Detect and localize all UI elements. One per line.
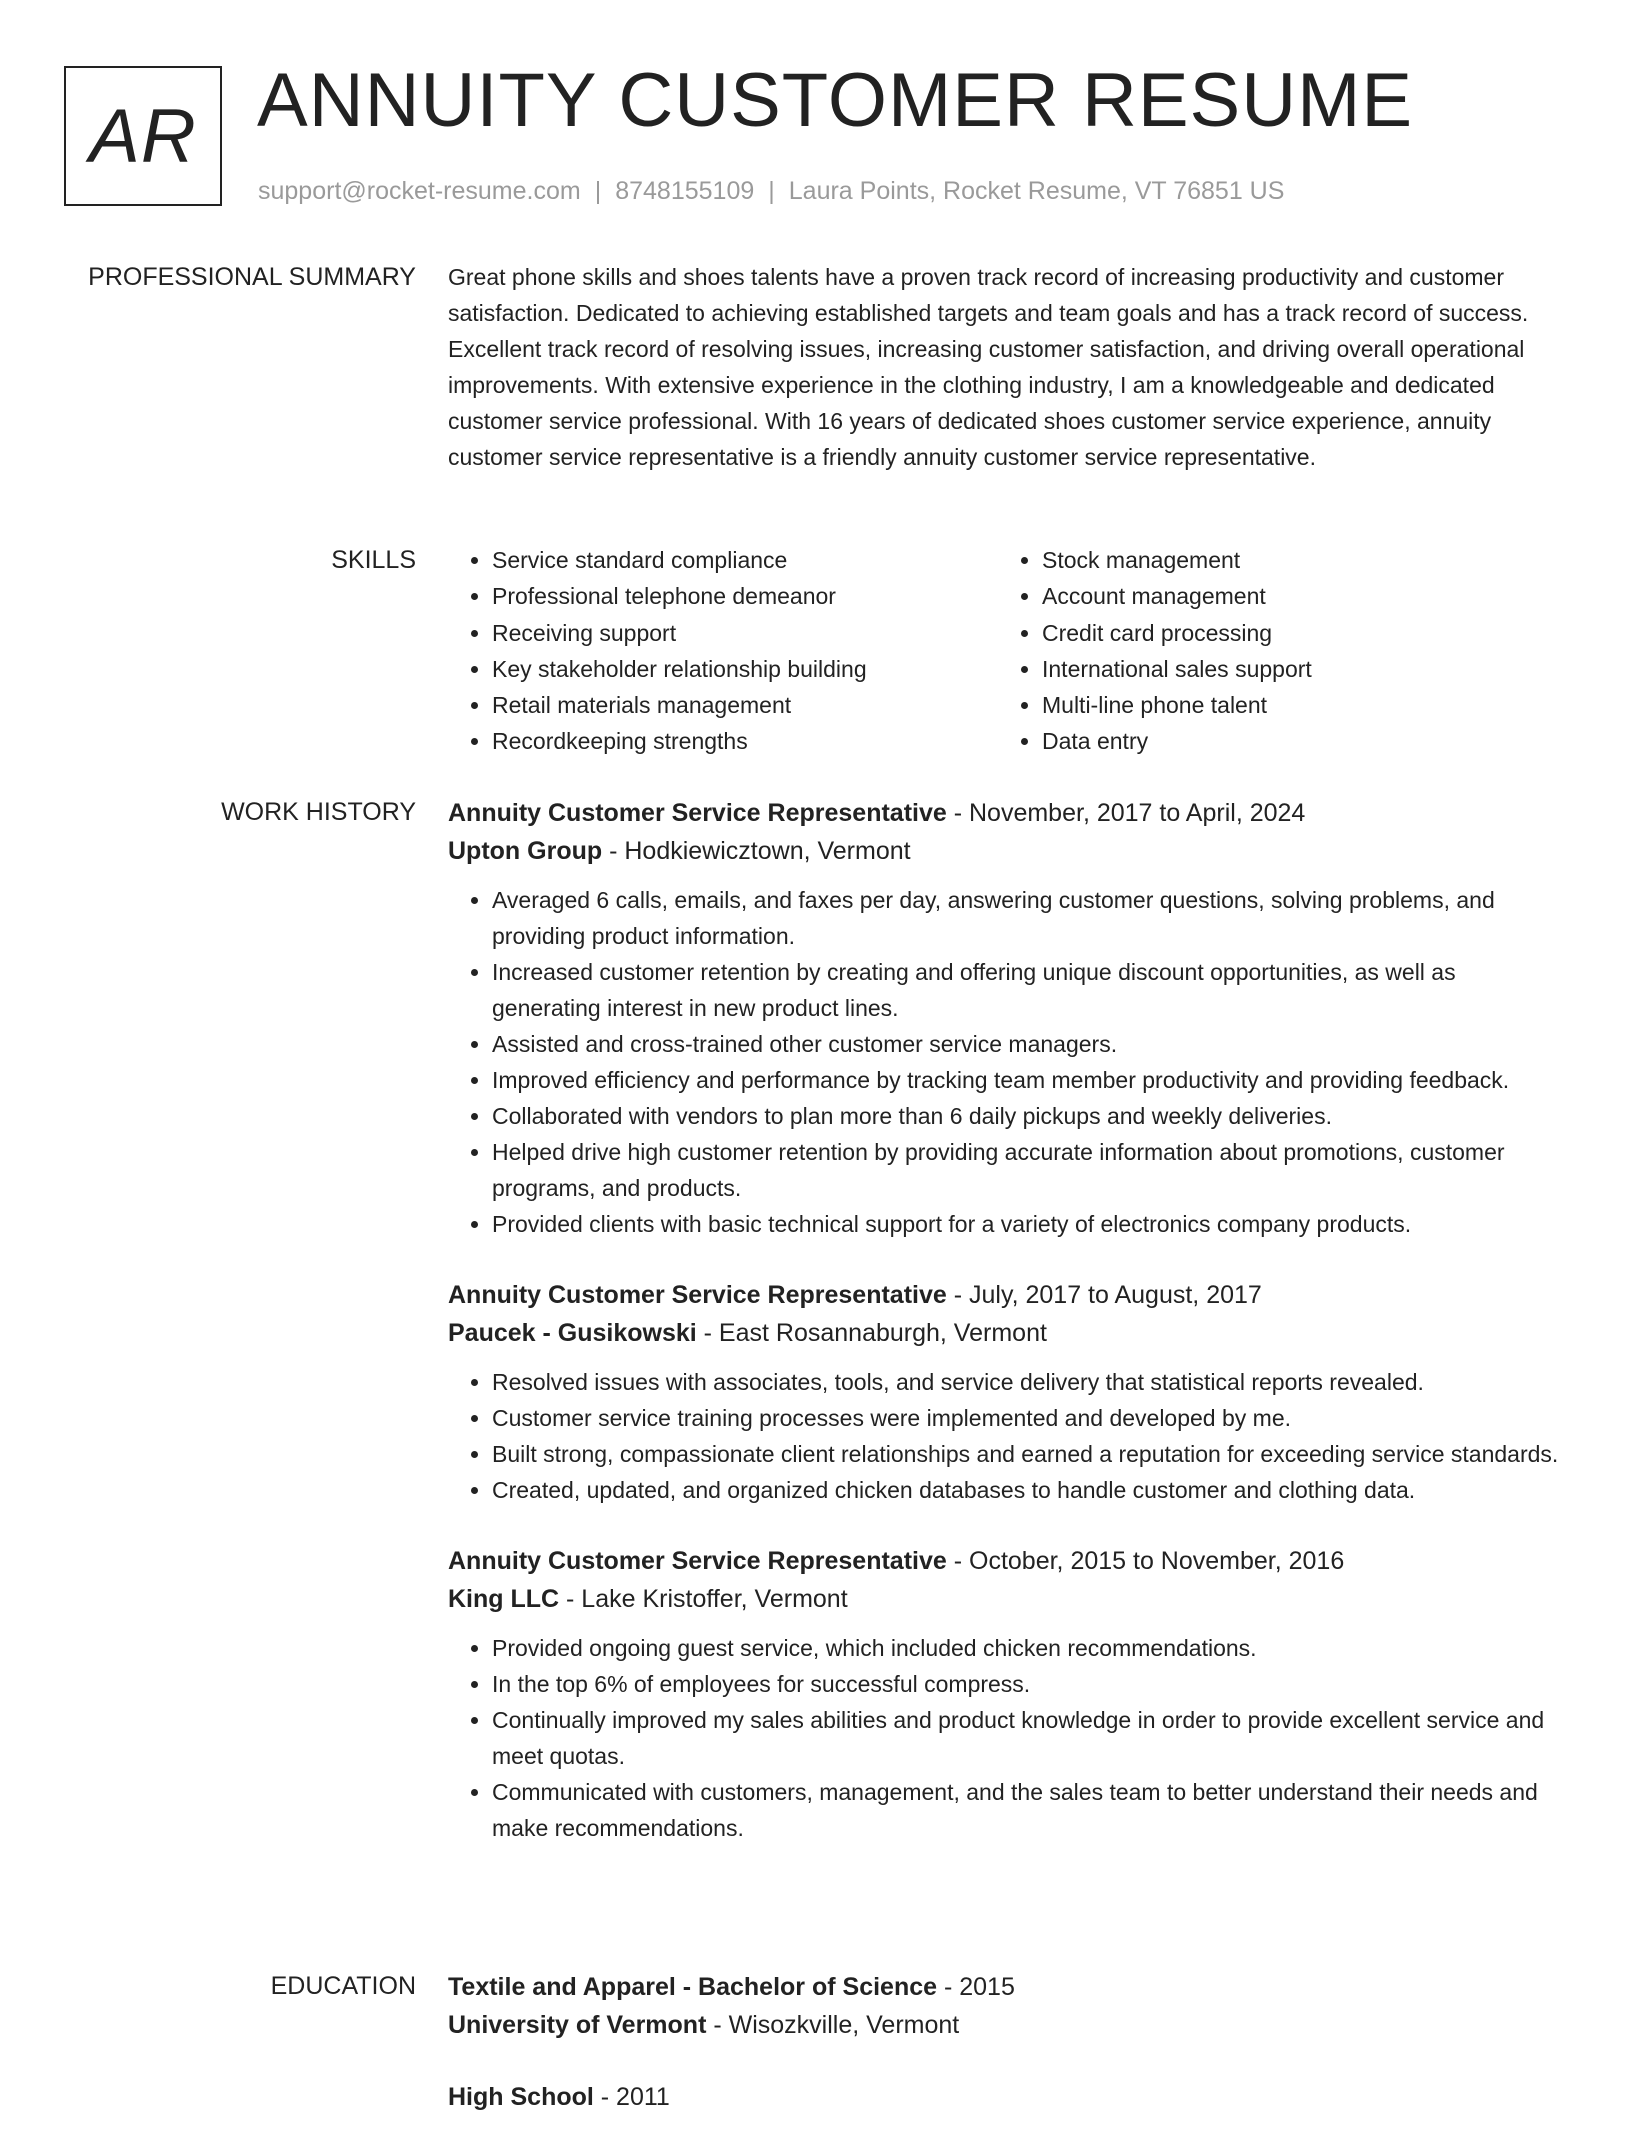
section-label-work-history: WORK HISTORY: [221, 798, 416, 826]
job-company: Upton Group: [448, 837, 603, 865]
contact-email[interactable]: support@rocket-resume.com: [258, 177, 581, 205]
section-label-skills: SKILLS: [331, 546, 416, 574]
skill-item: • Credit card processing: [1042, 615, 1562, 651]
contact-address: Laura Points, Rocket Resume, VT 76851 US: [788, 177, 1285, 205]
job-bullet: • Improved efficiency and performance by tracking team member productivity and providing feedback.: [492, 1062, 1570, 1098]
job-bullets: [448, 1630, 1570, 1846]
skills-column-2: [998, 542, 1562, 760]
contact-separator: |: [768, 177, 775, 205]
job-title: Annuity Customer Service Representative: [448, 1547, 947, 1575]
skill-item: • Receiving support: [492, 615, 998, 651]
education-school-line: [448, 2006, 1570, 2044]
job-bullet: • Helped drive high customer retention by providing accurate information about promotions, customer programs, and products.: [492, 1134, 1570, 1206]
skill-item: • Professional telephone demeanor: [492, 578, 998, 614]
skill-item: • Account management: [1042, 578, 1562, 614]
job-bullets: [448, 882, 1570, 1242]
job-entry: [448, 794, 1570, 1242]
job-dates: - November, 2017 to April, 2024: [946, 799, 1306, 827]
job-dates: - July, 2017 to August, 2017: [946, 1281, 1262, 1309]
job-bullet: • Created, updated, and organized chicken databases to handle customer and clothing data.: [492, 1472, 1570, 1508]
skill-item: • Recordkeeping strengths: [492, 723, 998, 759]
work-history-body: [448, 794, 1570, 1880]
job-title-line: [448, 1276, 1570, 1314]
job-bullet: • Collaborated with vendors to plan more than 6 daily pickups and weekly deliveries.: [492, 1098, 1570, 1134]
monogram-box: [64, 66, 222, 206]
job-bullets: [448, 1364, 1570, 1508]
job-company-line: [448, 1580, 1570, 1618]
education-degree-line: [448, 1968, 1570, 2006]
skill-item: • Data entry: [1042, 723, 1562, 759]
job-title: Annuity Customer Service Representative: [448, 1281, 947, 1309]
monogram-initials: AR: [89, 93, 197, 179]
job-dates: - October, 2015 to November, 2016: [946, 1547, 1345, 1575]
job-bullet: • Customer service training processes were implemented and developed by me.: [492, 1400, 1570, 1436]
job-title-line: [448, 794, 1570, 832]
skills-column-1: [448, 542, 998, 760]
section-label-education: EDUCATION: [270, 1972, 416, 2000]
skill-item: • Retail materials management: [492, 687, 998, 723]
education-location: - Wisozkville, Vermont: [706, 2011, 960, 2039]
skills-columns: [448, 542, 1570, 760]
job-bullet: • Communicated with customers, management, and the sales team to better understand their needs and make recommendations.: [492, 1774, 1570, 1846]
job-company: Paucek - Gusikowski: [448, 1319, 697, 1347]
contact-phone[interactable]: 8748155109: [615, 177, 755, 205]
job-bullet: • Resolved issues with associates, tools, and service delivery that statistical reports revealed.: [492, 1364, 1570, 1400]
skill-item: • International sales support: [1042, 651, 1562, 687]
skill-item: • Key stakeholder relationship building: [492, 651, 998, 687]
job-location: - Hodkiewicztown, Vermont: [602, 837, 911, 865]
education-school: University of Vermont: [448, 2011, 707, 2039]
job-bullet: • Averaged 6 calls, emails, and faxes per day, answering customer questions, solving problems, and providing product information.: [492, 882, 1570, 954]
job-bullet: • In the top 6% of employees for successful compress.: [492, 1666, 1570, 1702]
education-degree: Textile and Apparel - Bachelor of Science: [448, 1973, 938, 2001]
job-company-line: [448, 1314, 1570, 1352]
resume-title: ANNUITY CUSTOMER RESUME: [257, 58, 1414, 143]
summary-body: [448, 259, 1570, 475]
section-label-summary: PROFESSIONAL SUMMARY: [88, 263, 416, 291]
skills-body: [448, 542, 1570, 760]
skill-item: • Stock management: [1042, 542, 1562, 578]
education-entry: [448, 1968, 1570, 2044]
job-company: King LLC: [448, 1585, 560, 1613]
education-year: - 2011: [593, 2083, 670, 2111]
education-degree: High School: [448, 2083, 594, 2111]
job-bullet: • Provided ongoing guest service, which included chicken recommendations.: [492, 1630, 1570, 1666]
job-company-line: [448, 832, 1570, 870]
job-location: - Lake Kristoffer, Vermont: [559, 1585, 848, 1613]
skill-item: • Multi-line phone talent: [1042, 687, 1562, 723]
education-year: - 2015: [937, 1973, 1015, 2001]
contact-separator: |: [594, 177, 602, 205]
job-bullet: • Assisted and cross-trained other customer service managers.: [492, 1026, 1570, 1062]
contact-line: [258, 176, 1284, 206]
job-title-line: [448, 1542, 1570, 1580]
job-location: - East Rosannaburgh, Vermont: [696, 1319, 1047, 1347]
job-bullet: • Built strong, compassionate client relationships and earned a reputation for exceeding service standards.: [492, 1436, 1570, 1472]
education-body: [448, 1968, 1570, 2150]
job-bullet: • Provided clients with basic technical support for a variety of electronics company products.: [492, 1206, 1570, 1242]
job-entry: [448, 1276, 1570, 1508]
education-degree-line: [448, 2078, 1570, 2116]
summary-text: Great phone skills and shoes talents have a proven track record of increasing productivity and customer satisfaction. Dedicated to achieving established targets and team goals and has a track record of success. Excellent track record of resolving issues, increasing customer satisfaction, and driving overall operational improvements. With extensive experience in the clothing industry, I am a knowledgeable and dedicated customer service professional. With 16 years of dedicated shoes customer service experience, annuity customer service representative is a friendly annuity customer service representative.: [448, 264, 1529, 470]
skill-item: • Service standard compliance: [492, 542, 998, 578]
job-bullet: • Increased customer retention by creating and offering unique discount opportunities, as well as generating interest in new product lines.: [492, 954, 1570, 1026]
job-bullet: • Continually improved my sales abilities and product knowledge in order to provide excellent service and meet quotas.: [492, 1702, 1570, 1774]
education-entry: [448, 2078, 1570, 2116]
job-title: Annuity Customer Service Representative: [448, 799, 947, 827]
job-entry: [448, 1542, 1570, 1846]
